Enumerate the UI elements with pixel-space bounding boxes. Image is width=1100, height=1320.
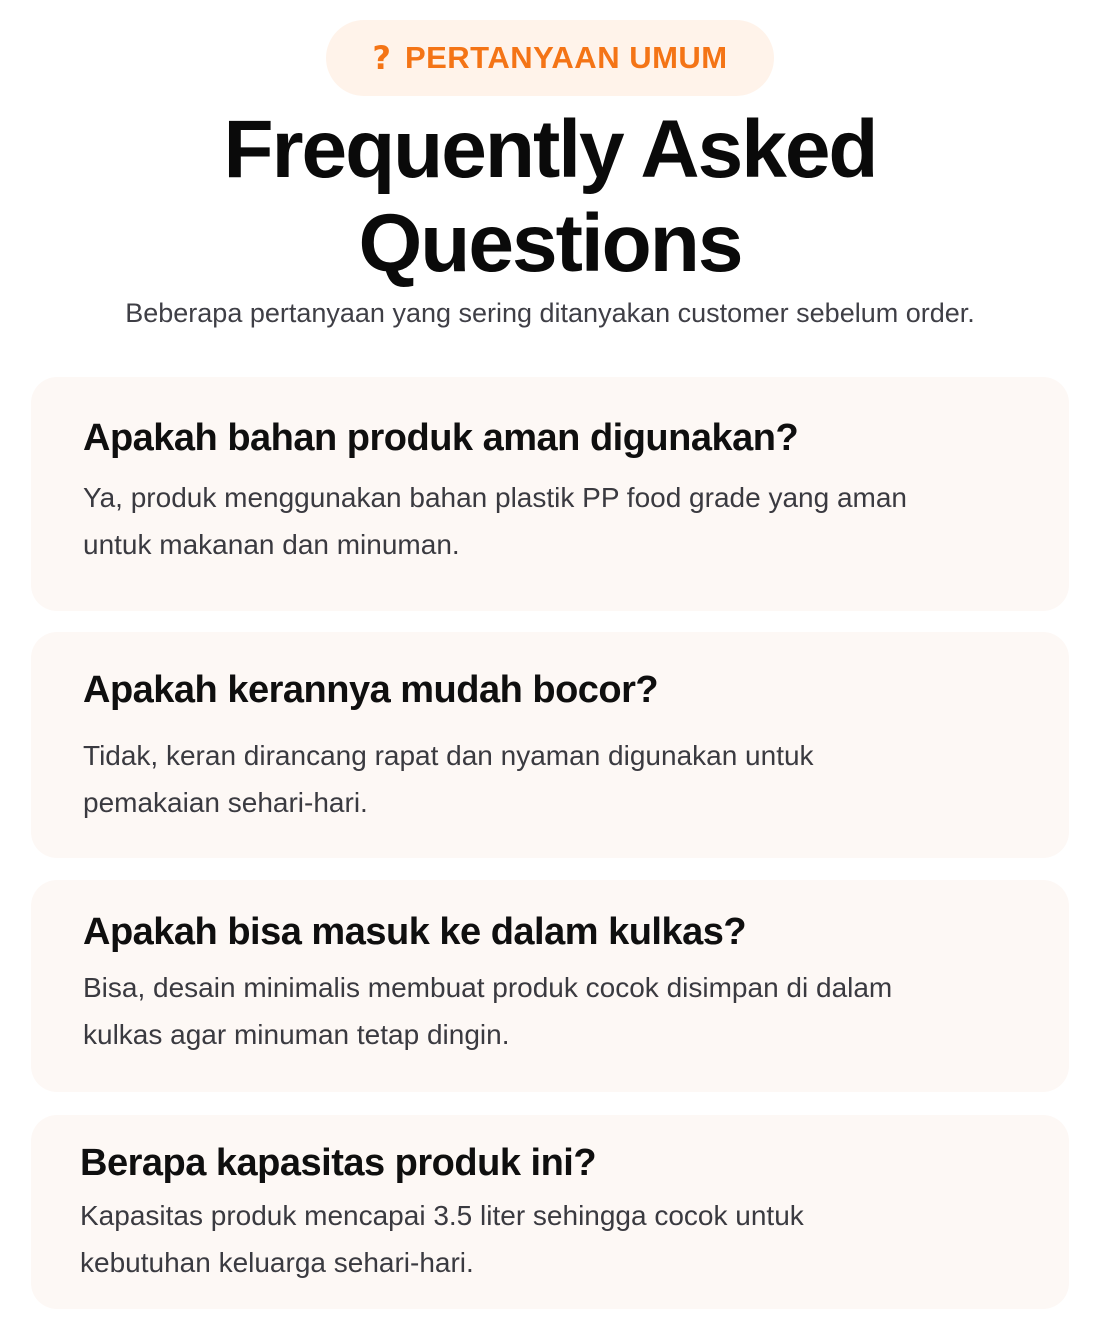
faq-answer-line: kebutuhan keluarga sehari-hari. (80, 1247, 474, 1278)
badge-label: PERTANYAAN UMUM (404, 40, 728, 75)
faq-answer (83, 474, 1019, 568)
faq-answer-line: Bisa, desain minimalis membuat produk cocok disimpan di dalam (83, 972, 893, 1003)
question-mark-icon: ? (372, 39, 391, 77)
faq-answer-line: Kapasitas produk mencapai 3.5 liter sehingga cocok untuk (80, 1200, 804, 1231)
faq-answer-line: pemakaian sehari-hari. (83, 787, 368, 818)
faq-answer (80, 1192, 1019, 1286)
faq-item[interactable] (31, 880, 1069, 1092)
section-badge (326, 20, 774, 96)
faq-item[interactable] (31, 1115, 1069, 1309)
faq-answer-line: Tidak, keran dirancang rapat dan nyaman digunakan untuk (83, 740, 814, 771)
faq-answer (83, 732, 1019, 826)
page-title (0, 103, 1100, 291)
faq-answer (83, 964, 1019, 1058)
faq-answer-line: kulkas agar minuman tetap dingin. (83, 1019, 510, 1050)
faq-question: Apakah bahan produk aman digunakan? (83, 417, 799, 459)
page-title-line-1: Frequently Asked (223, 104, 877, 195)
faq-question: Apakah bisa masuk ke dalam kulkas? (83, 911, 747, 953)
faq-item[interactable] (31, 377, 1069, 611)
faq-question: Apakah kerannya mudah bocor? (83, 669, 659, 711)
faq-question: Berapa kapasitas produk ini? (80, 1142, 597, 1184)
faq-item[interactable] (31, 632, 1069, 858)
faq-answer-line: untuk makanan dan minuman. (83, 529, 460, 560)
page-subtitle: Beberapa pertanyaan yang sering ditanyakan customer sebelum order. (125, 298, 975, 328)
page-title-line-2: Questions (358, 198, 742, 289)
faq-answer-line: Ya, produk menggunakan bahan plastik PP food grade yang aman (83, 482, 907, 513)
